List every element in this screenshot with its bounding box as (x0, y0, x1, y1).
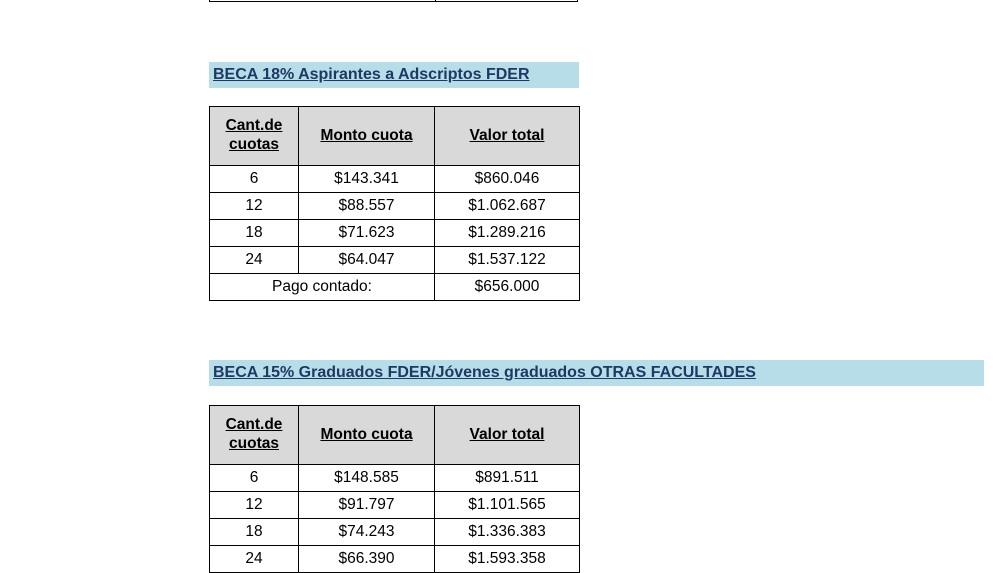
cell-monto: $143.341 (299, 166, 435, 193)
previous-table-remnant (209, 0, 578, 2)
header-cant-cuotas: Cant.de cuotas (210, 107, 299, 166)
section-heading-beca-15 (209, 360, 984, 386)
cell-cuotas: 18 (210, 220, 299, 247)
table-row (210, 465, 580, 492)
header-cant-cuotas: Cant.de cuotas (210, 406, 299, 465)
cell-valor: $1.336.383 (435, 519, 580, 546)
table-header-row (210, 107, 580, 166)
cell-monto: $66.390 (299, 546, 435, 573)
pago-contado-label: Pago contado: (210, 274, 435, 301)
section-heading-beca-18 (209, 62, 579, 88)
cell-monto: $64.047 (299, 247, 435, 274)
cell-valor: $860.046 (435, 166, 580, 193)
section-title: BECA 15% Graduados FDER/Jóvenes graduados OTRAS FACULTADES (213, 364, 756, 381)
table-row (210, 220, 580, 247)
table-header-row (210, 406, 580, 465)
cell-valor: $1.537.122 (435, 247, 580, 274)
table-row (210, 546, 580, 573)
table-row (210, 193, 580, 220)
header-monto-cuota: Monto cuota (299, 406, 435, 465)
cell-cuotas: 6 (210, 166, 299, 193)
cell-valor: $1.062.687 (435, 193, 580, 220)
cell-cuotas: 18 (210, 519, 299, 546)
pago-contado-value: $656.000 (435, 274, 580, 301)
table-row (210, 247, 580, 274)
cell-valor: $1.101.565 (435, 492, 580, 519)
cell-monto: $71.623 (299, 220, 435, 247)
cell-valor: $1.289.216 (435, 220, 580, 247)
section-title: BECA 18% Aspirantes a Adscriptos FDER (213, 66, 530, 83)
cell-monto: $91.797 (299, 492, 435, 519)
cell-cuotas: 24 (210, 247, 299, 274)
cell-cuotas: 12 (210, 193, 299, 220)
table-row (210, 166, 580, 193)
table-row (210, 492, 580, 519)
pago-contado-row (210, 274, 580, 301)
cell-monto: $88.557 (299, 193, 435, 220)
cell-valor: $1.593.358 (435, 546, 580, 573)
header-valor-total: Valor total (435, 107, 580, 166)
header-monto-cuota: Monto cuota (299, 107, 435, 166)
cell-monto: $74.243 (299, 519, 435, 546)
cell-cuotas: 6 (210, 465, 299, 492)
cell-cuotas: 12 (210, 492, 299, 519)
header-valor-total: Valor total (435, 406, 580, 465)
cell-valor: $891.511 (435, 465, 580, 492)
cell-monto: $148.585 (299, 465, 435, 492)
cell-cuotas: 24 (210, 546, 299, 573)
fees-table-beca-15 (209, 405, 580, 573)
fees-table-beca-18 (209, 106, 580, 301)
table-row (210, 519, 580, 546)
